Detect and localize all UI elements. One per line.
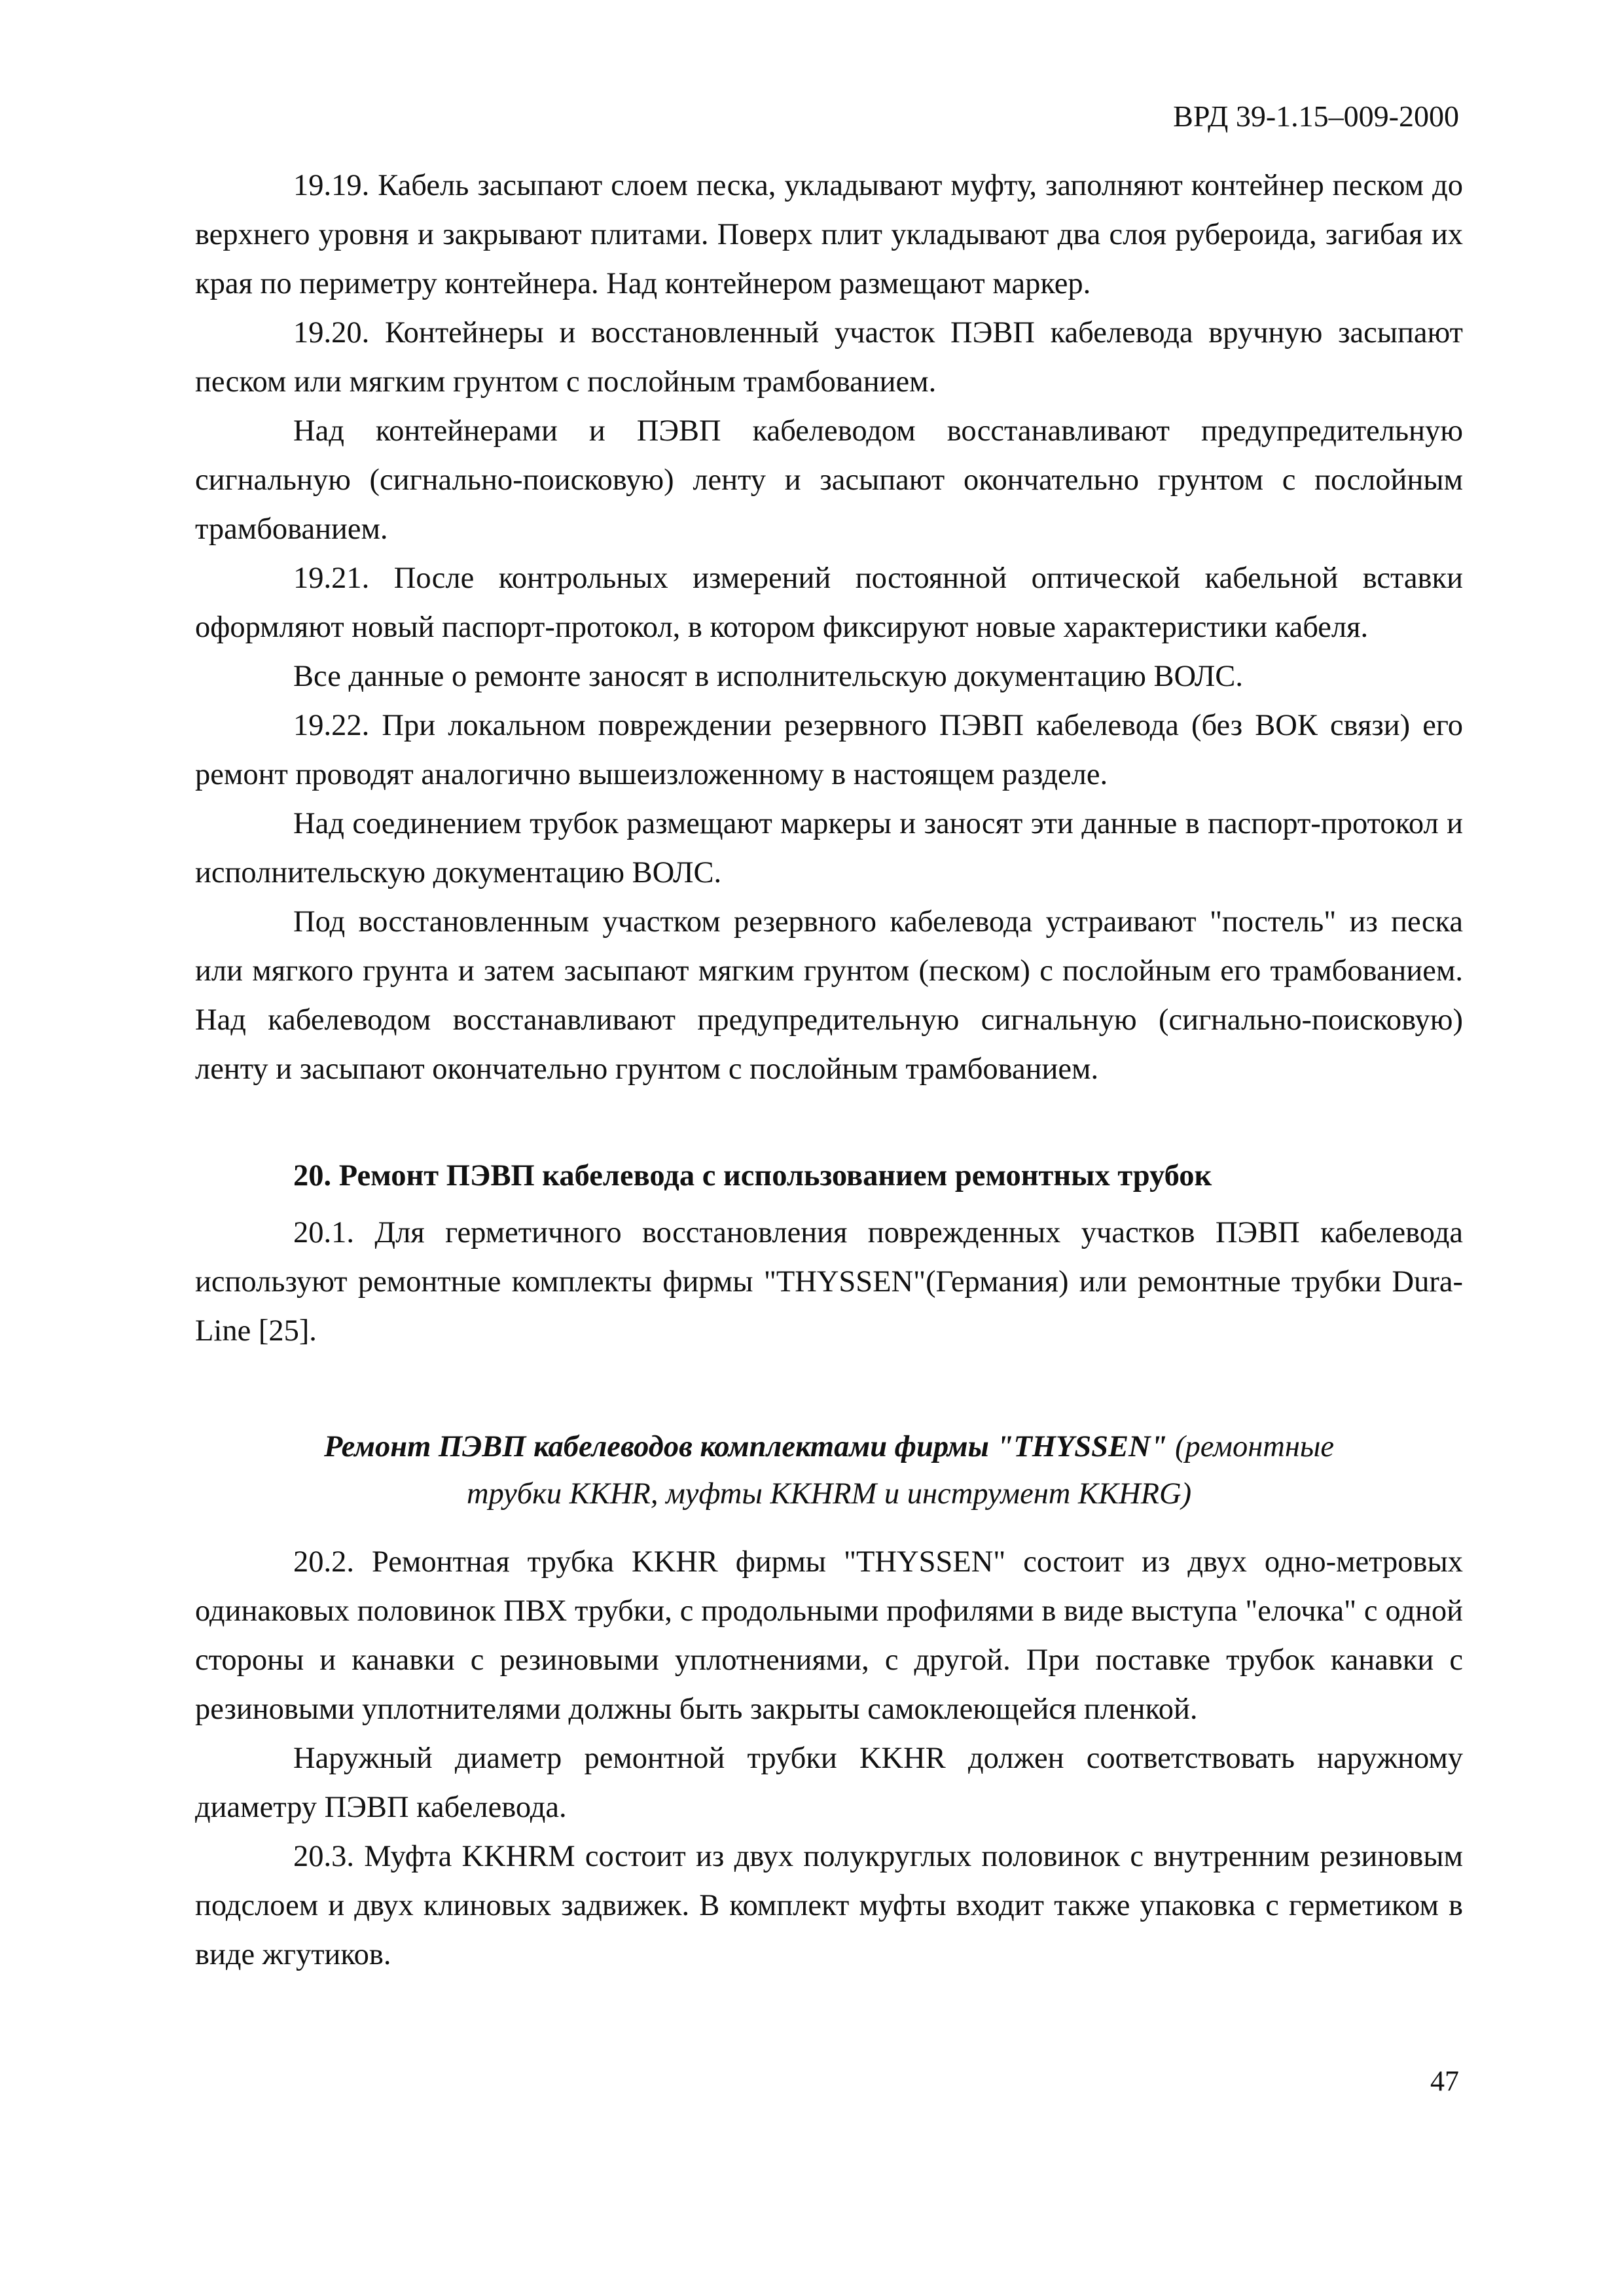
paragraph-19-21-continued: Все данные о ремонте заносят в исполнительскую документацию ВОЛС.	[293, 660, 1243, 693]
subheading-line1-rest: (ремонтные	[1167, 1430, 1335, 1463]
paragraph-19-21: 19.21. После контрольных измерений постоянной оптической кабельной вставки оформляют новый паспорт-протокол, в котором фиксируют новые характеристики кабеля.	[195, 562, 1463, 644]
paragraph-20-2-diameter: Наружный диаметр ремонтной трубки KKHR должен соответствовать наружному диаметру ПЭВП кабелевода.	[195, 1742, 1463, 1824]
section-20-heading: 20. Ремонт ПЭВП кабелевода с использованием ремонтных трубок	[293, 1159, 1212, 1193]
page-number: 47	[1430, 2065, 1459, 2097]
paragraph-19-22-backfill: Под восстановленным участком резервного кабелевода устраивают "постель" из песка или мягкого грунта и затем засыпают мягким грунтом (песком) с послойным его трамбованием. Над кабелеводом восстанавливают предупредительную сигнальную (сигнально-поисковую) ленту и засыпают окончательно грунтом с послойным трамбованием.	[195, 905, 1463, 1086]
paragraph-19-20-continued: Над контейнерами и ПЭВП кабелеводом восстанавливают предупредительную сигнальную (сигнально-поисковую) ленту и засыпают окончательно грунтом с послойным трамбованием.	[195, 414, 1463, 546]
document-code-header: ВРД 39-1.15–009-2000	[1173, 99, 1459, 133]
subheading-line2: трубки KKHR, муфты KKHRM и инструмент KKHRG)	[466, 1477, 1192, 1511]
paragraph-20-2: 20.2. Ремонтная трубка KKHR фирмы "THYSSEN" состоит из двух одно-метровых одинаковых половинок ПВХ трубки, с продольными профилями в виде выступа "елочка" с одной стороны и канавки с резиновыми уплотнениями, с другой. При поставке трубок канавки с резиновыми уплотнителями должны быть закрыты самоклеющейся пленкой.	[195, 1545, 1463, 1726]
paragraph-19-22-markers: Над соединением трубок размещают маркеры и заносят эти данные в паспорт-протокол и исполнительскую документацию ВОЛС.	[195, 807, 1463, 889]
paragraph-20-3: 20.3. Муфта KKHRM состоит из двух полукруглых половинок с внутренним резиновым подслоем и двух клиновых задвижек. В комплект муфты входит также упаковка с герметиком в виде жгутиков.	[195, 1840, 1463, 1971]
thyssen-subheading	[195, 1424, 1463, 1518]
paragraph-19-20: 19.20. Контейнеры и восстановленный участок ПЭВП кабелевода вручную засыпают песком или мягким грунтом с послойным трамбованием.	[195, 316, 1463, 399]
paragraph-20-1: 20.1. Для герметичного восстановления поврежденных участков ПЭВП кабелевода используют ремонтные комплекты фирмы "THYSSEN"(Германия) или ремонтные трубки Dura-Line [25].	[195, 1216, 1463, 1348]
paragraph-19-19: 19.19. Кабель засыпают слоем песка, укладывают муфту, заполняют контейнер песком до верхнего уровня и закрывают плитами. Поверх плит укладывают два слоя рубероида, загибая их края по периметру контейнера. Над контейнером размещают маркер.	[195, 169, 1463, 300]
document-body	[195, 161, 1463, 1979]
subheading-bold-part: Ремонт ПЭВП кабелеводов комплектами фирмы "THYSSEN"	[323, 1430, 1168, 1463]
paragraph-19-22: 19.22. При локальном повреждении резервного ПЭВП кабелевода (без ВОК связи) его ремонт проводят аналогично вышеизложенному в настоящем разделе.	[195, 709, 1463, 791]
